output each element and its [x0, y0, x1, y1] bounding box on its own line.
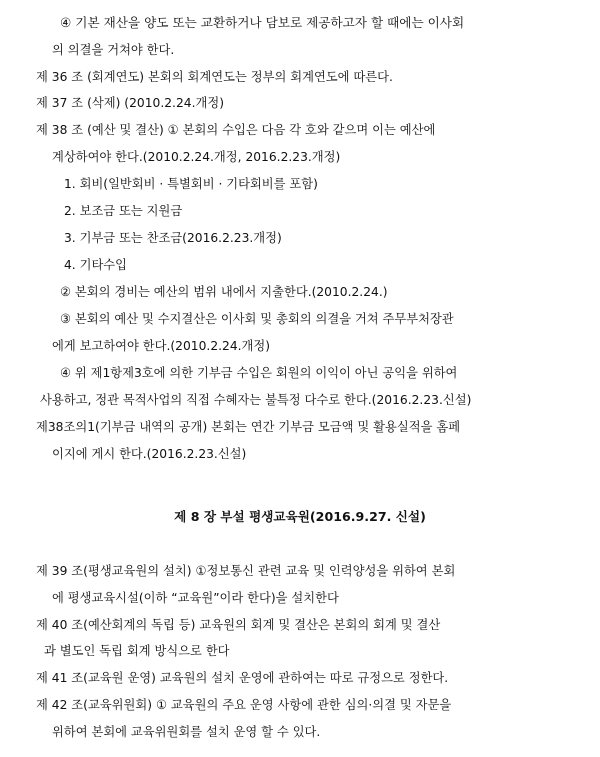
- chapter-title: 제 8 장 부설 평생교육원(2016.9.27. 신설): [174, 509, 426, 524]
- article-38-1-line1: 제38조의1(기부금 내역의 공개) 본회는 연간 기부금 모금액 및 활용실적을 홈페: [36, 419, 461, 434]
- article-36: 제 36 조 (회계연도) 본회의 회계연도는 정부의 회계연도에 따른다.: [36, 69, 393, 84]
- article-38-item1: 1. 회비(일반회비 · 특별회비 · 기타회비를 포함): [64, 176, 318, 191]
- article-38-line2: 계상하여야 한다.(2010.2.24.개정, 2016.2.23.개정): [52, 149, 341, 164]
- article-39-line2: 에 평생교육시설(이하 “교육원”이라 한다)을 설치한다: [52, 590, 339, 605]
- article-42-line2: 위하여 본회에 교육위원회를 설치 운영 할 수 있다.: [52, 724, 321, 739]
- article-38-para2: ② 본회의 경비는 예산의 범위 내에서 지출한다.(2010.2.24.): [60, 284, 388, 299]
- article-38-para4-line1: ④ 위 제1항제3호에 의한 기부금 수입은 회원의 이익이 아닌 공익을 위하여: [60, 365, 458, 380]
- art35-para4-line1: ④ 기본 재산을 양도 또는 교환하거나 담보로 제공하고자 할 때에는 이사회: [60, 15, 465, 30]
- article-40-line1: 제 40 조(예산회계의 독립 등) 교육원의 회계 및 결산은 본회의 회계 및 결산: [36, 617, 441, 632]
- article-38-para3-line1: ③ 본회의 예산 및 수지결산은 이사회 및 총회의 의결을 거쳐 주무부처장관: [60, 311, 454, 326]
- article-38-1-line2: 이지에 게시 한다.(2016.2.23.신설): [52, 446, 247, 461]
- article-38-line1: 제 38 조 (예산 및 결산) ① 본회의 수입은 다음 각 호와 같으며 이는 예산에: [36, 122, 436, 137]
- article-38-para3-line2: 에게 보고하여야 한다.(2010.2.24.개정): [52, 338, 271, 353]
- art35-para4-line2: 의 의결을 거쳐야 한다.: [52, 42, 175, 57]
- article-38-item2: 2. 보조금 또는 지원금: [64, 203, 183, 218]
- article-41: 제 41 조(교육원 운영) 교육원의 설치 운영에 관하여는 따로 규정으로 정한다.: [36, 670, 449, 685]
- article-38-para4-line2: 사용하고, 정관 목적사업의 직접 수혜자는 불특정 다수로 한다.(2016.2.23.신설): [40, 392, 472, 407]
- article-38-item3: 3. 기부금 또는 찬조금(2016.2.23.개정): [64, 230, 282, 245]
- article-42-line1: 제 42 조(교육위원회) ① 교육원의 주요 운영 사항에 관한 심의·의결 및 자문을: [36, 697, 452, 712]
- article-38-item4: 4. 기타수입: [64, 257, 127, 272]
- article-37: 제 37 조 (삭제) (2010.2.24.개정): [36, 95, 225, 110]
- article-39-line1: 제 39 조(평생교육원의 설치) ①정보통신 관련 교육 및 인력양성을 위하여 본회: [36, 563, 456, 578]
- article-40-line2: 과 별도인 독립 회계 방식으로 한다: [44, 643, 230, 658]
